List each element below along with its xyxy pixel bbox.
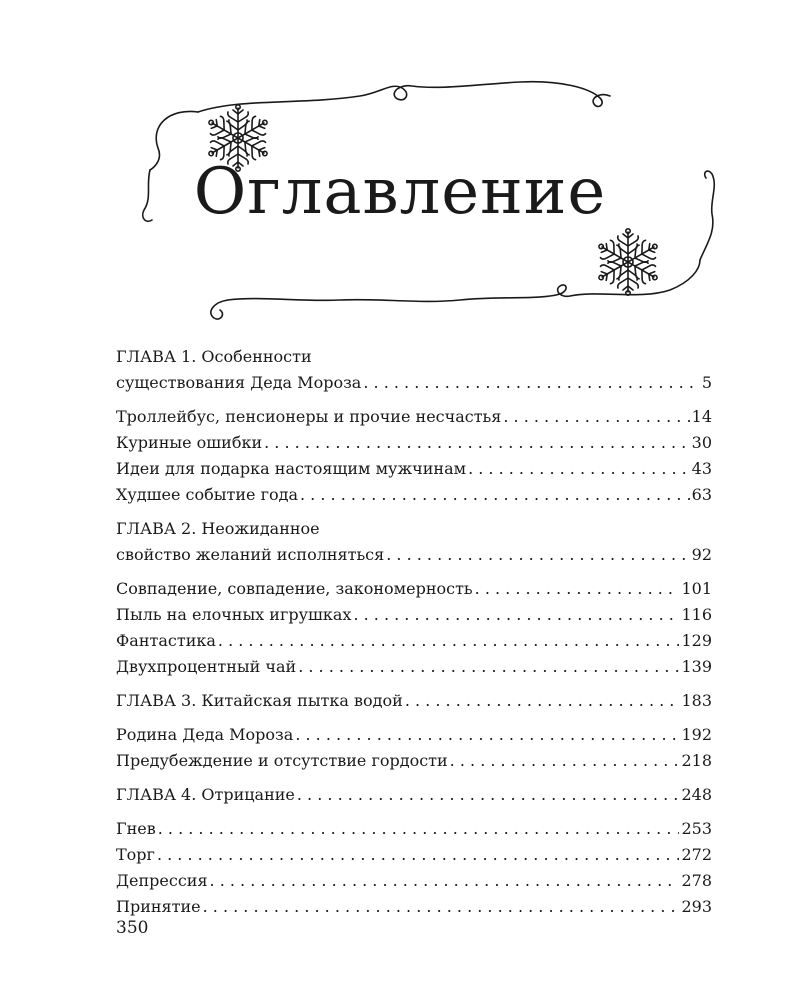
- page-title: Оглавление: [193, 155, 607, 229]
- toc-row: [116, 654, 712, 680]
- toc-leader: [405, 688, 680, 714]
- toc-page: 139: [681, 657, 712, 676]
- toc-row: [116, 722, 712, 748]
- toc-label: Предубеждение и отсутствие гордости: [116, 751, 448, 770]
- toc-row: [116, 782, 712, 808]
- page-number: 350: [116, 918, 149, 938]
- toc-row: [116, 688, 712, 714]
- toc-leader: [468, 456, 690, 482]
- toc-label: Пыль на елочных игрушках: [116, 605, 352, 624]
- toc-leader: [203, 894, 680, 920]
- toc-label: Троллейбус, пенсионеры и прочие несчастья: [116, 407, 502, 426]
- toc-row: [116, 370, 712, 396]
- toc-label: ГЛАВА 4. Отрицание: [116, 785, 295, 804]
- toc-page: 192: [681, 725, 712, 744]
- toc-row: [116, 576, 712, 602]
- toc-leader: [475, 576, 680, 602]
- toc-leader: [218, 628, 680, 654]
- toc-label: Совпадение, совпадение, закономерность: [116, 579, 473, 598]
- toc-page: 116: [681, 605, 712, 624]
- toc-label: ГЛАВА 2. Неожиданное: [116, 519, 320, 538]
- toc-row: [116, 602, 712, 628]
- toc-leader: [386, 542, 689, 568]
- toc-page: 14: [691, 407, 712, 426]
- toc-page: 129: [681, 631, 712, 650]
- toc-page: 272: [681, 845, 712, 864]
- toc-label: Родина Деда Мороза: [116, 725, 294, 744]
- toc-label: Двухпроцентный чай: [116, 657, 297, 676]
- toc-leader: [503, 404, 689, 430]
- toc-row: [116, 456, 712, 482]
- toc-label: Фантастика: [116, 631, 216, 650]
- toc-page: 278: [681, 871, 712, 890]
- toc-label: Худшее событие года: [116, 485, 298, 504]
- toc-page: 293: [681, 897, 712, 916]
- toc-label: ГЛАВА 3. Китайская пытка водой: [116, 691, 403, 710]
- toc-page: 248: [681, 785, 712, 804]
- toc-leader: [363, 370, 699, 396]
- toc-row: [116, 516, 712, 542]
- toc-row: [116, 404, 712, 430]
- toc-page: 253: [681, 819, 712, 838]
- toc-leader: [157, 842, 680, 868]
- toc-page: 5: [701, 373, 712, 392]
- toc-row: [116, 748, 712, 774]
- toc-row: [116, 628, 712, 654]
- toc-page: 183: [681, 691, 712, 710]
- toc-label: существования Деда Мороза: [116, 373, 362, 392]
- toc-label: Депрессия: [116, 871, 208, 890]
- toc-row: [116, 842, 712, 868]
- toc-page: 101: [681, 579, 712, 598]
- toc-leader: [264, 430, 690, 456]
- toc-row: [116, 868, 712, 894]
- toc-row: [116, 430, 712, 456]
- toc-label: свойство желаний исполняться: [116, 545, 385, 564]
- toc-leader: [297, 782, 680, 808]
- toc-row: [116, 482, 712, 508]
- toc-leader: [158, 816, 680, 842]
- toc-label: Куриные ошибки: [116, 433, 263, 452]
- toc-page: 43: [691, 459, 712, 478]
- toc-label: Принятие: [116, 897, 201, 916]
- toc-page: 63: [691, 485, 712, 504]
- toc-label: Гнев: [116, 819, 156, 838]
- toc-leader: [300, 482, 690, 508]
- toc-leader: [295, 722, 679, 748]
- toc-label: ГЛАВА 1. Особенности: [116, 347, 312, 366]
- toc-page: 92: [691, 545, 712, 564]
- toc-row: [116, 816, 712, 842]
- toc-leader: [298, 654, 679, 680]
- toc-label: Идеи для подарка настоящим мужчинам: [116, 459, 467, 478]
- toc-row: [116, 894, 712, 920]
- toc-page: 218: [681, 751, 712, 770]
- toc-leader: [450, 748, 680, 774]
- toc-leader: [210, 868, 680, 894]
- toc-label: Торг: [116, 845, 155, 864]
- toc-row: [116, 344, 712, 370]
- table-of-contents: [116, 344, 712, 920]
- toc-page: 30: [691, 433, 712, 452]
- toc-row: [116, 542, 712, 568]
- toc-leader: [353, 602, 679, 628]
